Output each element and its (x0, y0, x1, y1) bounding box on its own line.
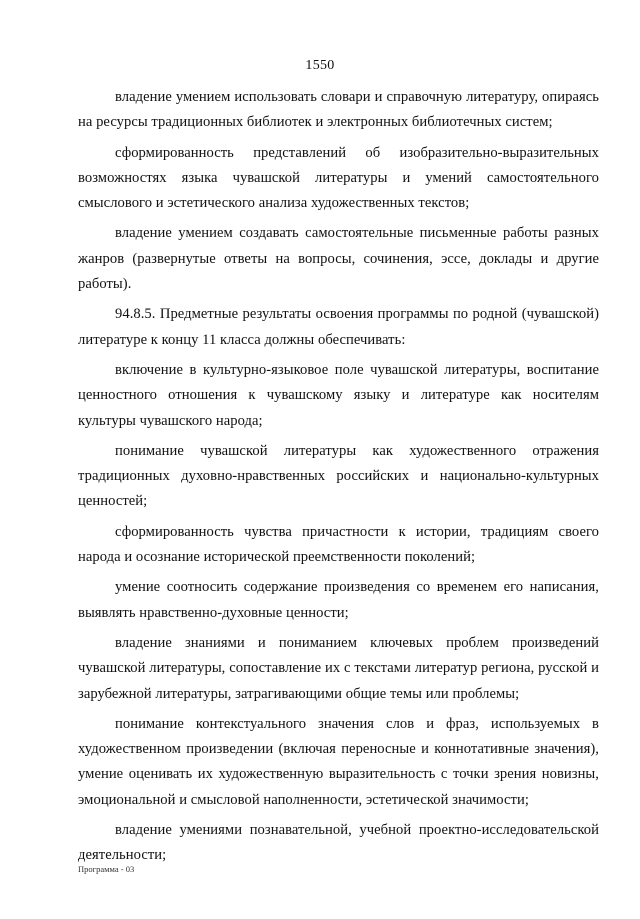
paragraph-written-works: владение умением создавать самостоятельные письменные работы разных жанров (развернутые ответы на вопросы, сочинения, эссе, доклады и другие работы). (78, 225, 599, 293)
paragraph-contextual-meaning: понимание контекстуального значения слов и фраз, используемых в художественном произведении (включая переносные и коннотативные значения), умение оценивать их художественную выразительность с точки зрения новизны, эмоциональной и смысловой наполненности, эстетической значимости; (78, 715, 599, 808)
page-number: 1550 (305, 58, 335, 73)
page-footer: Программа - 03 (78, 864, 135, 874)
paragraph-sense-of-belonging: сформированность чувства причастности к истории, традициям своего народа и осознание исторической преемственности поколений; (78, 523, 599, 566)
paragraph-key-problems: владение знаниями и пониманием ключевых проблем произведений чувашской литературы, сопоставление их с текстами литератур региона, русской и зарубежной литературы, затрагивающими общие темы или проблемы; (78, 634, 599, 702)
paragraph-correlate-content: умение соотносить содержание произведения со временем его написания, выявлять нравственно-духовные ценности; (78, 579, 599, 621)
paragraph-cultural-field: включение в культурно-языковое поле чувашской литературы, воспитание ценностного отношения к чувашскому языку и литературе как носителям культуры чувашского народа; (78, 361, 599, 429)
paragraph-research-activity: владение умениями познавательной, учебной проектно-исследовательской деятельности; (78, 822, 599, 864)
paragraph-expressive-means: сформированность представлений об изобразительно-выразительных возможностях языка чувашской литературы и умений самостоятельного смыслового и эстетического анализа художественных текстов; (78, 144, 599, 212)
paragraph-understanding-literature: понимание чувашской литературы как художественного отражения традиционных духовно-нравственных российских и национально-культурных ценностей; (78, 442, 599, 510)
paragraph-section-94-8-5: 94.8.5. Предметные результаты освоения программы по родной (чувашской) литературе к концу 11 класса должны обеспечивать: (78, 306, 599, 348)
paragraph-dictionaries: владение умением использовать словари и справочную литературу, опираясь на ресурсы традиционных библиотек и электронных библиотечных систем; (78, 89, 599, 131)
document-body (78, 85, 599, 869)
